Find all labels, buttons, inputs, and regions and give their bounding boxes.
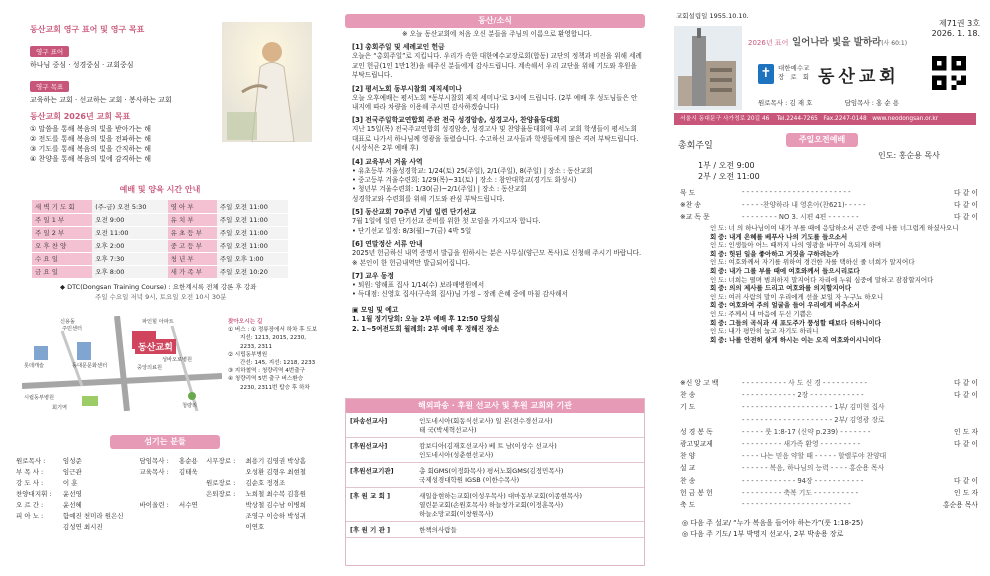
litany-text: 도: 여호와께서 자기를 위하여 경건한 자를 택하신 줄 너희가 알지어다 xyxy=(718,258,915,267)
order-leader: 다 같 이 xyxy=(953,189,978,198)
worship-time-cell: 오후 7:30 xyxy=(92,252,167,265)
staff-cell xyxy=(177,478,204,489)
staff-cell: 부 목 사 : xyxy=(16,468,44,476)
map-label: 파인힐 아파트 xyxy=(142,319,174,325)
staff-cell xyxy=(177,489,204,500)
goal-text: 교육하는 교회 · 선교하는 교회 · 봉사하는 교회 xyxy=(30,96,172,104)
order-row xyxy=(678,210,980,222)
news-item-heading: [6] 연말정산 서류 안내 xyxy=(352,240,423,249)
worship-time-cell: 유 치 부 xyxy=(168,213,217,226)
worship-time-row xyxy=(32,252,288,265)
news-item-body: 2025년 헌금하신 내역 증명서 발급을 원하시는 분은 사무실(양근모 목사)로 신청해 주시기 바랍니다. ※ 본인이 한 헌금내역만 발급되어집니다. xyxy=(352,249,642,267)
order-row xyxy=(678,198,980,210)
responsive-reading xyxy=(710,224,976,344)
mission-title: 해외파송 · 후원 선교사 및 후원 교회와 기관 xyxy=(346,399,644,413)
worship-times-table xyxy=(32,200,288,279)
litany-text: 도: 너 의 하나님이여 내가 부를 때에 응답하소서 곤란 중에 나를 너그럽게 하셨사오니 xyxy=(718,224,959,232)
next-week xyxy=(682,518,863,540)
motto-ref: (사 60:1) xyxy=(881,40,908,47)
order-leader: 다 같 이 xyxy=(953,213,978,222)
order-item: 설 교 xyxy=(680,464,696,473)
order-content: - - - - - - - - - - - - - - - - - - - - - - - - xyxy=(742,188,851,197)
transit-line: ④ 청량리역 5번 출구 버스환승 xyxy=(228,376,304,383)
worship-time-cell: 유 초 등 부 xyxy=(168,226,217,239)
mission-row xyxy=(346,413,644,438)
worship-time-cell: 오 후 찬 양 xyxy=(32,239,92,252)
staff-cell: 임근관 xyxy=(62,468,82,476)
litany-speaker: 회 xyxy=(710,266,717,275)
issue-number: 제71권 3호 xyxy=(939,19,980,28)
goals-2026-title: 동산교회 2026년 교회 목표 xyxy=(30,112,131,121)
order-row xyxy=(678,498,980,510)
mission-box xyxy=(345,398,645,566)
staff-cell: 이 훈 xyxy=(62,479,78,487)
jesus-illustration xyxy=(222,22,312,142)
worship-time-cell: 주일 오전 11:00 xyxy=(217,239,288,252)
news-item-heading: [5] 동산교회 70주년 기념 일련 단기선교 xyxy=(352,208,477,217)
staff-cell: 윤선영 xyxy=(62,490,82,498)
staff-cell xyxy=(177,511,204,522)
senior-pastor: 담임목사 : 홍 순 용 xyxy=(844,99,899,107)
mission-category: [파송선교사] xyxy=(346,413,415,438)
transit-title: 찾아오시는 길 xyxy=(228,319,263,325)
transit-info xyxy=(228,318,326,392)
order-content: - - - - - - - - - - - - 94장 - - - - - - - - - - - xyxy=(742,476,864,485)
worship-time-row xyxy=(32,239,288,252)
litany-text: 도: 너희는 떨며 범죄하지 말지어다 자리에 누워 심중에 말하고 잠잠할지어다 xyxy=(718,275,934,284)
staff-row xyxy=(14,500,320,511)
news-item-body: 오늘은 “총회주일”로 지킵니다. 우리가 속한 대한예수교장로회(합동) 교단의 정책과 비전을 위해 세례교인 헌금(1인 1만1천)을 해주신 분들에게 감사드립니다. 계속해서 우리 교단을 위해 기도와 후원을 부탁드립니다. xyxy=(352,52,642,80)
map-label: 시립동부병원 xyxy=(24,395,55,401)
mission-list: 총 회GMS(이정화목사) 평서노회GMS(김정민목사) 국제성경대학원 IGSB (이한수목사) xyxy=(415,463,644,488)
worship-time-cell: 오후 8:00 xyxy=(92,265,167,278)
worship-time-cell: 주 일 2 부 xyxy=(32,226,92,239)
church-building-photo xyxy=(674,26,742,110)
worship-time-cell: 새 가 족 부 xyxy=(168,265,217,278)
news-intro: ※ 오늘 동산교회에 처음 오신 분들을 주님의 이름으로 환영합니다. xyxy=(402,30,592,38)
website-link[interactable]: www.neodongsan.or.kr xyxy=(872,116,939,122)
worship-times-title: 예배 및 양육 시간 안내 xyxy=(119,185,201,194)
staff-cell xyxy=(137,511,176,522)
goal-label: 영구 목표 xyxy=(30,81,69,92)
litany-line xyxy=(710,267,976,276)
mission-table xyxy=(346,413,644,538)
order-row xyxy=(678,388,980,400)
litany-line xyxy=(710,336,976,345)
staff-cell xyxy=(204,522,243,533)
litany-line xyxy=(710,258,976,267)
meeting-line: 1. 1월 정기당회: 오늘 2부 예배 후 12:50 당회실 xyxy=(352,314,500,323)
staff-cell: 임성준 xyxy=(62,457,82,465)
news-item-heading: [4] 교육부서 겨울 사역 xyxy=(352,157,423,166)
staff-cell: 조영구 이승하 박성귀 xyxy=(245,512,307,520)
litany-line xyxy=(710,301,976,310)
worship-time-cell: 새 벽 기 도 회 xyxy=(32,200,92,213)
staff-cell: 최용기 김영권 박상흠 xyxy=(245,457,307,465)
fax: Fax.2247-0148 xyxy=(823,116,867,122)
left-panel xyxy=(0,0,330,576)
worship-time-row xyxy=(32,213,288,226)
goals-2026-list xyxy=(30,124,210,164)
litany-line xyxy=(710,276,976,285)
litany-text: 중: 나를 안전히 살게 하시는 이는 오직 여호와이시니이다 xyxy=(718,335,881,344)
denomination xyxy=(778,64,811,82)
litany-speaker: 인 xyxy=(710,241,717,250)
order-content: - - - - - - - - - 새가족 환영 - - - - - - - - - xyxy=(742,440,861,449)
order-item: 기 도 xyxy=(680,403,696,412)
order-content: - - - - - - - - - 축복 기도 - - - - - - - - - - xyxy=(742,488,859,497)
litany-speaker: 인 xyxy=(710,309,717,318)
worship-time-cell: 주일 오전 11:00 xyxy=(217,200,288,213)
order-leader: 다 같 이 xyxy=(953,476,978,485)
litany-line xyxy=(710,327,976,336)
qr-code xyxy=(932,56,966,90)
map-label: 신용돌 xyxy=(60,319,76,325)
staff-cell: 박상철 김수남 이병희 xyxy=(245,501,307,509)
staff-cell: 교육목사 : xyxy=(139,468,169,476)
map-label: 회기역 xyxy=(52,405,68,411)
staff-cell xyxy=(204,467,243,478)
staff-cell xyxy=(137,478,176,489)
meeting-line: 2. 1~5여전도회 월례회: 2부 예배 후 정해진 장소 xyxy=(352,325,499,334)
worship-time-cell: 주 일 1 부 xyxy=(32,213,92,226)
mission-list: 새일융현하는교회(이성우목사) 대마동부교회(이종현목사) 열린문교회(손원호목사) 하늘창가교회(이정훈목사) 하늘소망교회(이창원목사) xyxy=(415,488,644,522)
transit-line: 간선: 145, 지선: 1218, 2233 xyxy=(240,360,316,367)
staff-cell xyxy=(204,511,243,522)
worship-time-cell: 청 년 부 xyxy=(168,252,217,265)
preacher: 인도: 홍순용 목사 xyxy=(878,151,940,160)
church-logo: ✝ xyxy=(758,64,774,84)
news-item-body: 7월 1일에 일련 단기선교 준비를 위한 첫 모임을 가지고자 합니다. • 단기선교 일정: 8/3(월)~7(금) 4박 5일 xyxy=(352,217,541,235)
order-item: 광고및교제 xyxy=(680,440,713,449)
worship-time-cell: 중 고 등 부 xyxy=(168,239,217,252)
mission-category: [후원선교사] xyxy=(346,438,415,463)
mission-row xyxy=(346,463,644,488)
order-content: - - - - - - - - NO 3. 시편 4편 - - - - - - - xyxy=(742,213,859,222)
order-item: 찬 양 xyxy=(680,452,696,461)
worship-time-cell: 주일 오전 11:00 xyxy=(217,226,288,239)
goal-item: ① 말씀을 통해 복음의 빛을 받아가는 해 xyxy=(30,125,152,133)
staff-cell: 함예진 천미라 원은신 xyxy=(62,512,124,520)
founder-pastor: 원로목사 : 김 재 호 xyxy=(758,99,813,107)
staff-row xyxy=(14,489,320,500)
service-time: 1부 / 오전 9:00 xyxy=(698,161,755,170)
phone: Tel.2244-7265 xyxy=(776,116,818,122)
mission-list: 인도네시아(회동식선교사) 일 본(전수경선교사) 태 국(박세혁선교사) xyxy=(415,413,644,438)
order-content: - - - - -찬양하라 내 영혼아(찬621)- - - - - xyxy=(742,201,866,210)
litany-line xyxy=(710,241,976,250)
order-content: - - - - - - - - - - - - - - - - - - - - 2부/ 김영광 장로 xyxy=(742,415,885,424)
worship-time-cell: (주-금) 오전 5:30 xyxy=(92,200,167,213)
litany-speaker: 인 xyxy=(710,275,717,284)
order-item: ※교 독 문 xyxy=(680,213,710,222)
litany-line xyxy=(710,319,976,328)
staff-row xyxy=(14,522,320,533)
order-row xyxy=(678,376,980,388)
order-leader: 다 같 이 xyxy=(953,201,978,210)
order-leader: 다 같 이 xyxy=(953,440,978,449)
litany-speaker: 인 xyxy=(710,327,717,336)
staff-cell: 서수연 xyxy=(178,501,198,509)
service-time: 2부 / 오전 11:00 xyxy=(698,172,760,181)
vision-title: 동산교회 영구 표어 및 영구 목표 xyxy=(30,25,145,34)
staff-row xyxy=(14,467,320,478)
litany-speaker: 회 xyxy=(710,318,717,327)
mission-category: [후원선교기관] xyxy=(346,463,415,488)
staff-cell: 오 르 간 : xyxy=(16,501,44,509)
litany-speaker: 회 xyxy=(710,232,717,241)
next-prayer: ◎ 다음 주 기도/ 1부 박명지 선교사, 2부 박송용 장로 xyxy=(682,530,844,538)
address-bar xyxy=(674,113,976,125)
worship-time-cell: 오전 11:00 xyxy=(92,226,167,239)
staff-table xyxy=(14,456,320,533)
litany-text: 도: 인생들아 어느 때까지 나의 영광을 바꾸어 욕되게 하며 xyxy=(718,241,882,250)
order-item: 헌 금 봉 헌 xyxy=(680,488,713,497)
news-item-body: • 유초등부 겨울성경학교: 1/24(토) 25(주일), 2/1(주일), 8(주일) | 장소 : 동산교회 • 중고등부 겨울수련회: 1/29(목)~31(토) | 장소 : 참안대학교(경기도 화성시) • 청년부 겨울수련회: 1/30(금)~2/1(주일) | 장소 : 동산교회 성경학교와 수련회를 위해 기도와 관심 부탁드립니다. xyxy=(352,166,593,203)
order-row xyxy=(678,400,980,412)
right-panel xyxy=(660,0,990,576)
order-item: 축 도 xyxy=(680,500,696,509)
next-sermon: ◎ 다음 주 설교/ “누가 복음을 들어야 하는가”(룻 1:18-25) xyxy=(682,519,864,527)
worship-time-cell: 오전 9:00 xyxy=(92,213,167,226)
order-leader xyxy=(930,449,980,461)
litany-line xyxy=(710,224,976,233)
order-content: - - - - - - - - - - - - - - - - - - - - 1부/ 김미현 집사 xyxy=(742,403,885,412)
worship-time-cell: 수 요 일 xyxy=(32,252,92,265)
mission-row xyxy=(346,488,644,522)
news-item-heading: [7] 교우 동정 xyxy=(352,271,394,280)
transit-line: ③ 지하철역 : 청량리역 4번출구 xyxy=(228,368,306,375)
map-label: 성바오로병원 xyxy=(162,357,193,363)
litany-text: 중: 여호와여 주의 얼굴을 들어 우리에게 비추소서 xyxy=(718,301,860,310)
issue-date: 2026. 1. 18. xyxy=(931,29,980,38)
staff-cell xyxy=(177,522,204,533)
staff-cell xyxy=(137,489,176,500)
news-item-heading: [3] 전국주일학교연합회 주관 전국 성경암송, 성경고사, 찬양율동대회 xyxy=(352,116,560,125)
founded-date: 교회설립일 1955.10.10. xyxy=(676,12,749,20)
staff-row xyxy=(14,511,320,522)
order-row xyxy=(678,425,980,437)
order-row xyxy=(678,413,980,425)
staff-cell xyxy=(14,522,61,533)
map-labels xyxy=(22,316,222,411)
sunday-name: 총회주일 xyxy=(678,141,713,151)
mission-row xyxy=(346,438,644,463)
service-times xyxy=(698,160,760,182)
news-item-body: 오늘 오후예배는 평서노회 *동부시찰회 제직 세미나'로 3시에 드립니다. (2부 예배 후 성도님들은 안내지에 따라 차량을 이용해 주시면 감사하겠습니다) xyxy=(352,93,638,112)
dtc-note-2: 주일 수요일 저녁 9시, 토요일 오전 10시 30분 xyxy=(95,293,227,301)
service-title: 주일오전예배 xyxy=(786,133,858,147)
denomination-line: 장 로 회 xyxy=(778,73,811,81)
news-item-body: 지난 15일(목) 전국주교연합회 성경암송, 성경고사 및 찬양율동대회에 우리 교회 학생들이 평서노회 대표로 나가서 하나님께 영광을 돌렸습니다. 수고하신 교사들과 학생들에게 많은 격려 부탁드립니다. (시상식은 2부 예배 후) xyxy=(352,125,639,153)
church-motto xyxy=(792,34,907,48)
denomination-line: 대한예수교 xyxy=(778,64,810,72)
order-item xyxy=(678,413,740,425)
goal-item: ④ 찬양을 통해 복음의 빛에 감격하는 해 xyxy=(30,155,152,163)
litany-text: 도: 내가 평안히 눕고 자기도 하리니 xyxy=(718,327,819,336)
order-content: - - - - - - 복음, 하나님의 능력 - - - - 홍순용 목사 xyxy=(742,464,885,473)
staff-row xyxy=(14,456,320,467)
order-item: 묵 도 xyxy=(680,189,696,198)
order-content: - - - - - - - - - - - - 2장 - - - - - - - - - - - - xyxy=(742,391,864,400)
meetings-title: ▣ 모임 및 예고 xyxy=(352,305,399,314)
order-content: - - - - - - - - - - - - - - - - - - - - - - - - xyxy=(742,499,851,508)
mission-list: 캄보디아(김재호선교사) 베 트 남(이상수 선교사) 인도네시아(성춘현선교사) xyxy=(415,438,644,463)
order-leader: 홍순용 목사 xyxy=(943,500,978,509)
order-row xyxy=(678,437,980,449)
staff-row xyxy=(14,478,320,489)
order-leader: 인 도 자 xyxy=(953,488,978,497)
map-church-label: 동산교회 xyxy=(135,339,176,354)
order-row xyxy=(678,186,980,198)
litany-speaker: 회 xyxy=(710,249,717,258)
litany-text: 중: 의의 제사를 드리고 여호와를 의지할지어다 xyxy=(718,284,852,293)
order-content: - - - - - - - - - - 사 도 신 경 - - - - - - - - - - xyxy=(742,379,868,388)
order-leader xyxy=(930,400,980,412)
map-label: 롯데캐슬 xyxy=(24,363,45,369)
worship-time-cell: 주일 오전 11:00 xyxy=(217,213,288,226)
news-item-body: • 퇴원: 양해표 집사 1/14(수) 보라매병원에서 • 득대점: 신영호 집사(구속회 집사)님 가정 – 장례 은혜 중에 마침 감사해서 xyxy=(352,280,568,299)
order-leader xyxy=(930,413,980,425)
news-items xyxy=(352,42,642,299)
mission-category: [후 원 기 관 ] xyxy=(346,522,415,538)
worship-time-cell: 영 아 부 xyxy=(168,200,217,213)
litany-speaker: 회 xyxy=(710,335,717,344)
news-title: 동산/소식 xyxy=(345,14,645,28)
map-label: 청량리 xyxy=(182,403,198,409)
staff-cell: 강 도 사 : xyxy=(16,479,44,487)
motto-year: 2026년 표어 xyxy=(748,39,789,47)
litany-text: 중: 헛된 일을 좋아하고 거짓을 구하려는가 xyxy=(718,249,839,258)
worship-time-cell: 오후 2:00 xyxy=(92,239,167,252)
order-row xyxy=(678,474,980,486)
litany-line xyxy=(710,233,976,242)
worship-time-row xyxy=(32,226,288,239)
order-row xyxy=(678,461,980,473)
order-content: - - - - - 룻 1:8-17 (신약 p.239) - - - - - - - xyxy=(742,427,871,436)
mission-row xyxy=(346,522,644,538)
litany-text: 중: 내게 은혜를 베푸사 나의 기도를 들으소서 xyxy=(718,232,848,241)
order-row xyxy=(678,449,980,461)
staff-cell: 시무장로 : xyxy=(205,457,236,465)
mission-list: 한책의사람들 xyxy=(415,522,644,538)
worship-time-cell: 금 요 일 xyxy=(32,265,92,278)
litany-speaker: 인 xyxy=(710,292,717,301)
litany-line xyxy=(710,310,976,319)
worship-order-1 xyxy=(678,186,980,223)
order-item: ※찬 송 xyxy=(680,201,701,210)
staff-cell: 김순호 정경조 xyxy=(245,479,286,487)
staff-cell: 바이올린 : xyxy=(139,501,169,509)
staff-cell xyxy=(137,522,176,533)
pastors-line xyxy=(758,98,899,107)
litany-speaker: 인 xyxy=(710,224,717,232)
staff-cell: 원로장로 : xyxy=(205,479,236,487)
church-name: 동산교회 xyxy=(818,67,900,87)
worship-time-cell: 주일 오후 1:00 xyxy=(217,252,288,265)
staff-cell: 은퇴장로 : xyxy=(205,490,236,498)
transit-line: 지선: 1213, 2015, 2230, xyxy=(240,335,307,342)
order-leader xyxy=(930,461,980,473)
news-item-heading: [1] 총회주일 및 세례교인 헌금 xyxy=(352,43,445,52)
staff-cell: 노희철 최수복 김흥원 xyxy=(245,490,307,498)
order-item: 찬 송 xyxy=(680,391,696,400)
map-label: 동대문문화센터 xyxy=(72,363,108,369)
motto-text: 일어나라 빛을 발하라 xyxy=(792,37,882,48)
staff-cell: 오성환 김형우 최현철 xyxy=(245,468,307,476)
worship-order-2 xyxy=(678,376,980,510)
litany-line xyxy=(710,284,976,293)
litany-text: 중: 내가 그를 부를 때에 여호와께서 들으시리로다 xyxy=(718,266,860,275)
staff-cell: 김태욱 xyxy=(178,468,198,476)
middle-panel xyxy=(330,0,660,576)
dtc-note: ◆ DTC(Dongsan Training Course) : 요한계시록 전체 강론 후 강좌 xyxy=(60,283,257,291)
worship-time-row xyxy=(32,265,288,278)
news-section xyxy=(352,30,642,336)
order-row xyxy=(678,486,980,498)
goal-item: ③ 기도를 통해 복음의 빛을 간직하는 해 xyxy=(30,145,152,153)
motto-label: 영구 표어 xyxy=(30,46,69,57)
order-leader: 인 도 자 xyxy=(953,427,978,436)
order-content: - - - - 나는 믿음 약할 때 - - - - - 할렐루야 찬양대 xyxy=(742,452,887,461)
litany-text: 도: 주께서 내 마음에 두신 기쁨은 xyxy=(718,309,813,318)
transit-line: ② 시립동부병원 xyxy=(228,351,268,358)
litany-speaker: 인 xyxy=(710,258,717,267)
staff-cell: 이연호 xyxy=(245,523,265,531)
mission-category: [후 원 교 회 ] xyxy=(346,488,415,522)
order-leader: 다 같 이 xyxy=(953,379,978,388)
staff-cell: 홍순용 xyxy=(178,457,198,465)
litany-speaker: 회 xyxy=(710,284,717,293)
worship-time-cell: 주일 오전 10:20 xyxy=(217,265,288,278)
staff-cell: 찬양대지휘 : xyxy=(16,490,52,498)
order-item: 성 경 봉 독 xyxy=(680,427,713,436)
order-item: 찬 송 xyxy=(680,476,696,485)
transit-line: ① 버스 : ① 정류장에서 하차 후 도보 xyxy=(228,327,318,334)
staff-title: 섬기는 분들 xyxy=(110,435,220,449)
goal-item: ② 전도를 통해 복음의 빛을 전파하는 해 xyxy=(30,135,152,143)
transit-line: 2230, 2311번 탑승 후 하차 xyxy=(240,384,310,391)
address: 서울시 동대문구 사가정로 20길 46 xyxy=(680,116,770,122)
transit-line: 2233, 2311 xyxy=(240,343,273,350)
order-leader: 다 같 이 xyxy=(953,391,978,400)
news-item-heading: [2] 평서노회 동부시찰회 제직세미나 xyxy=(352,84,462,93)
litany-text: 중: 그들의 곡식과 새 포도주가 풍성할 때보다 더하니이다 xyxy=(718,318,881,327)
order-item: ※신 앙 고 백 xyxy=(680,379,719,388)
staff-cell: 윤선혜 xyxy=(62,501,82,509)
motto-text: 하나님 중심 · 성경중심 · 교회중심 xyxy=(30,61,134,69)
litany-text: 도: 여러 사람의 말이 우리에게 선을 보일 자 누구뇨 하오니 xyxy=(718,292,884,301)
staff-cell: 원로목사 : xyxy=(16,457,46,465)
map-label: 중앙의료원 xyxy=(137,365,163,371)
staff-cell: 피 아 노 : xyxy=(16,512,44,520)
staff-cell xyxy=(204,500,243,511)
worship-time-row xyxy=(32,200,288,213)
staff-cell: 김성연 최시진 xyxy=(62,523,103,531)
vision-section xyxy=(30,24,210,164)
litany-speaker: 회 xyxy=(710,301,717,310)
staff-cell: 담임목사 : xyxy=(139,457,169,465)
map-label: 주민센터 xyxy=(62,326,83,332)
